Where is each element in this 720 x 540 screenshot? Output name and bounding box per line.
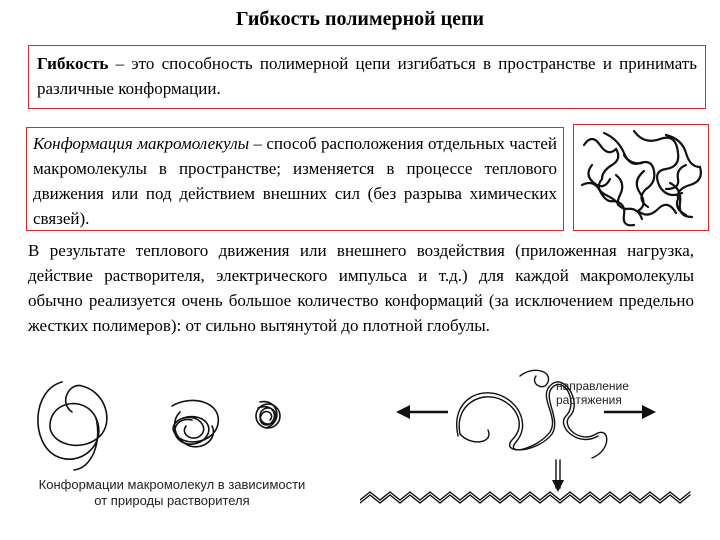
caption-line-2: от природы растворителя [94, 493, 250, 508]
coil-conformations-figure [22, 372, 322, 476]
tangled-chains-drawing [574, 125, 708, 230]
conformation-box [26, 127, 564, 231]
body-paragraph: В результате теплового движения или внешнего воздействия (приложенная нагрузка, действие растворителя, электрического импульса и т.д.) для каждой макромолекулы обычно реализуется очень большое количество конформаций (за исключением предельно жестких полимеров): от сильно вытянутой до плотной глобулы. [28, 241, 694, 335]
definition-text: – это способность полимерной цепи изгибаться в пространстве и принимать различные конформации. [37, 54, 697, 98]
conformation-term: Конформация макромолекулы [33, 134, 250, 153]
conformation-text: – способ расположения отдельных частей макромолекулы в пространстве; изменяется в процессе теплового движения или под действием внешних сил (без разрыва химических связей). [33, 134, 557, 228]
figure-caption [22, 477, 322, 509]
definition-term: Гибкость [37, 54, 109, 73]
stretch-direction-label [556, 379, 666, 407]
tangled-chains-image [573, 124, 709, 231]
caption-line-1: Конформации макромолекул в зависимости [38, 477, 306, 492]
label-line-1: направление [556, 379, 629, 393]
label-line-2: растяжения [556, 393, 622, 407]
page-title: Гибкость полимерной цепи [235, 8, 485, 30]
definition-box [28, 45, 706, 109]
